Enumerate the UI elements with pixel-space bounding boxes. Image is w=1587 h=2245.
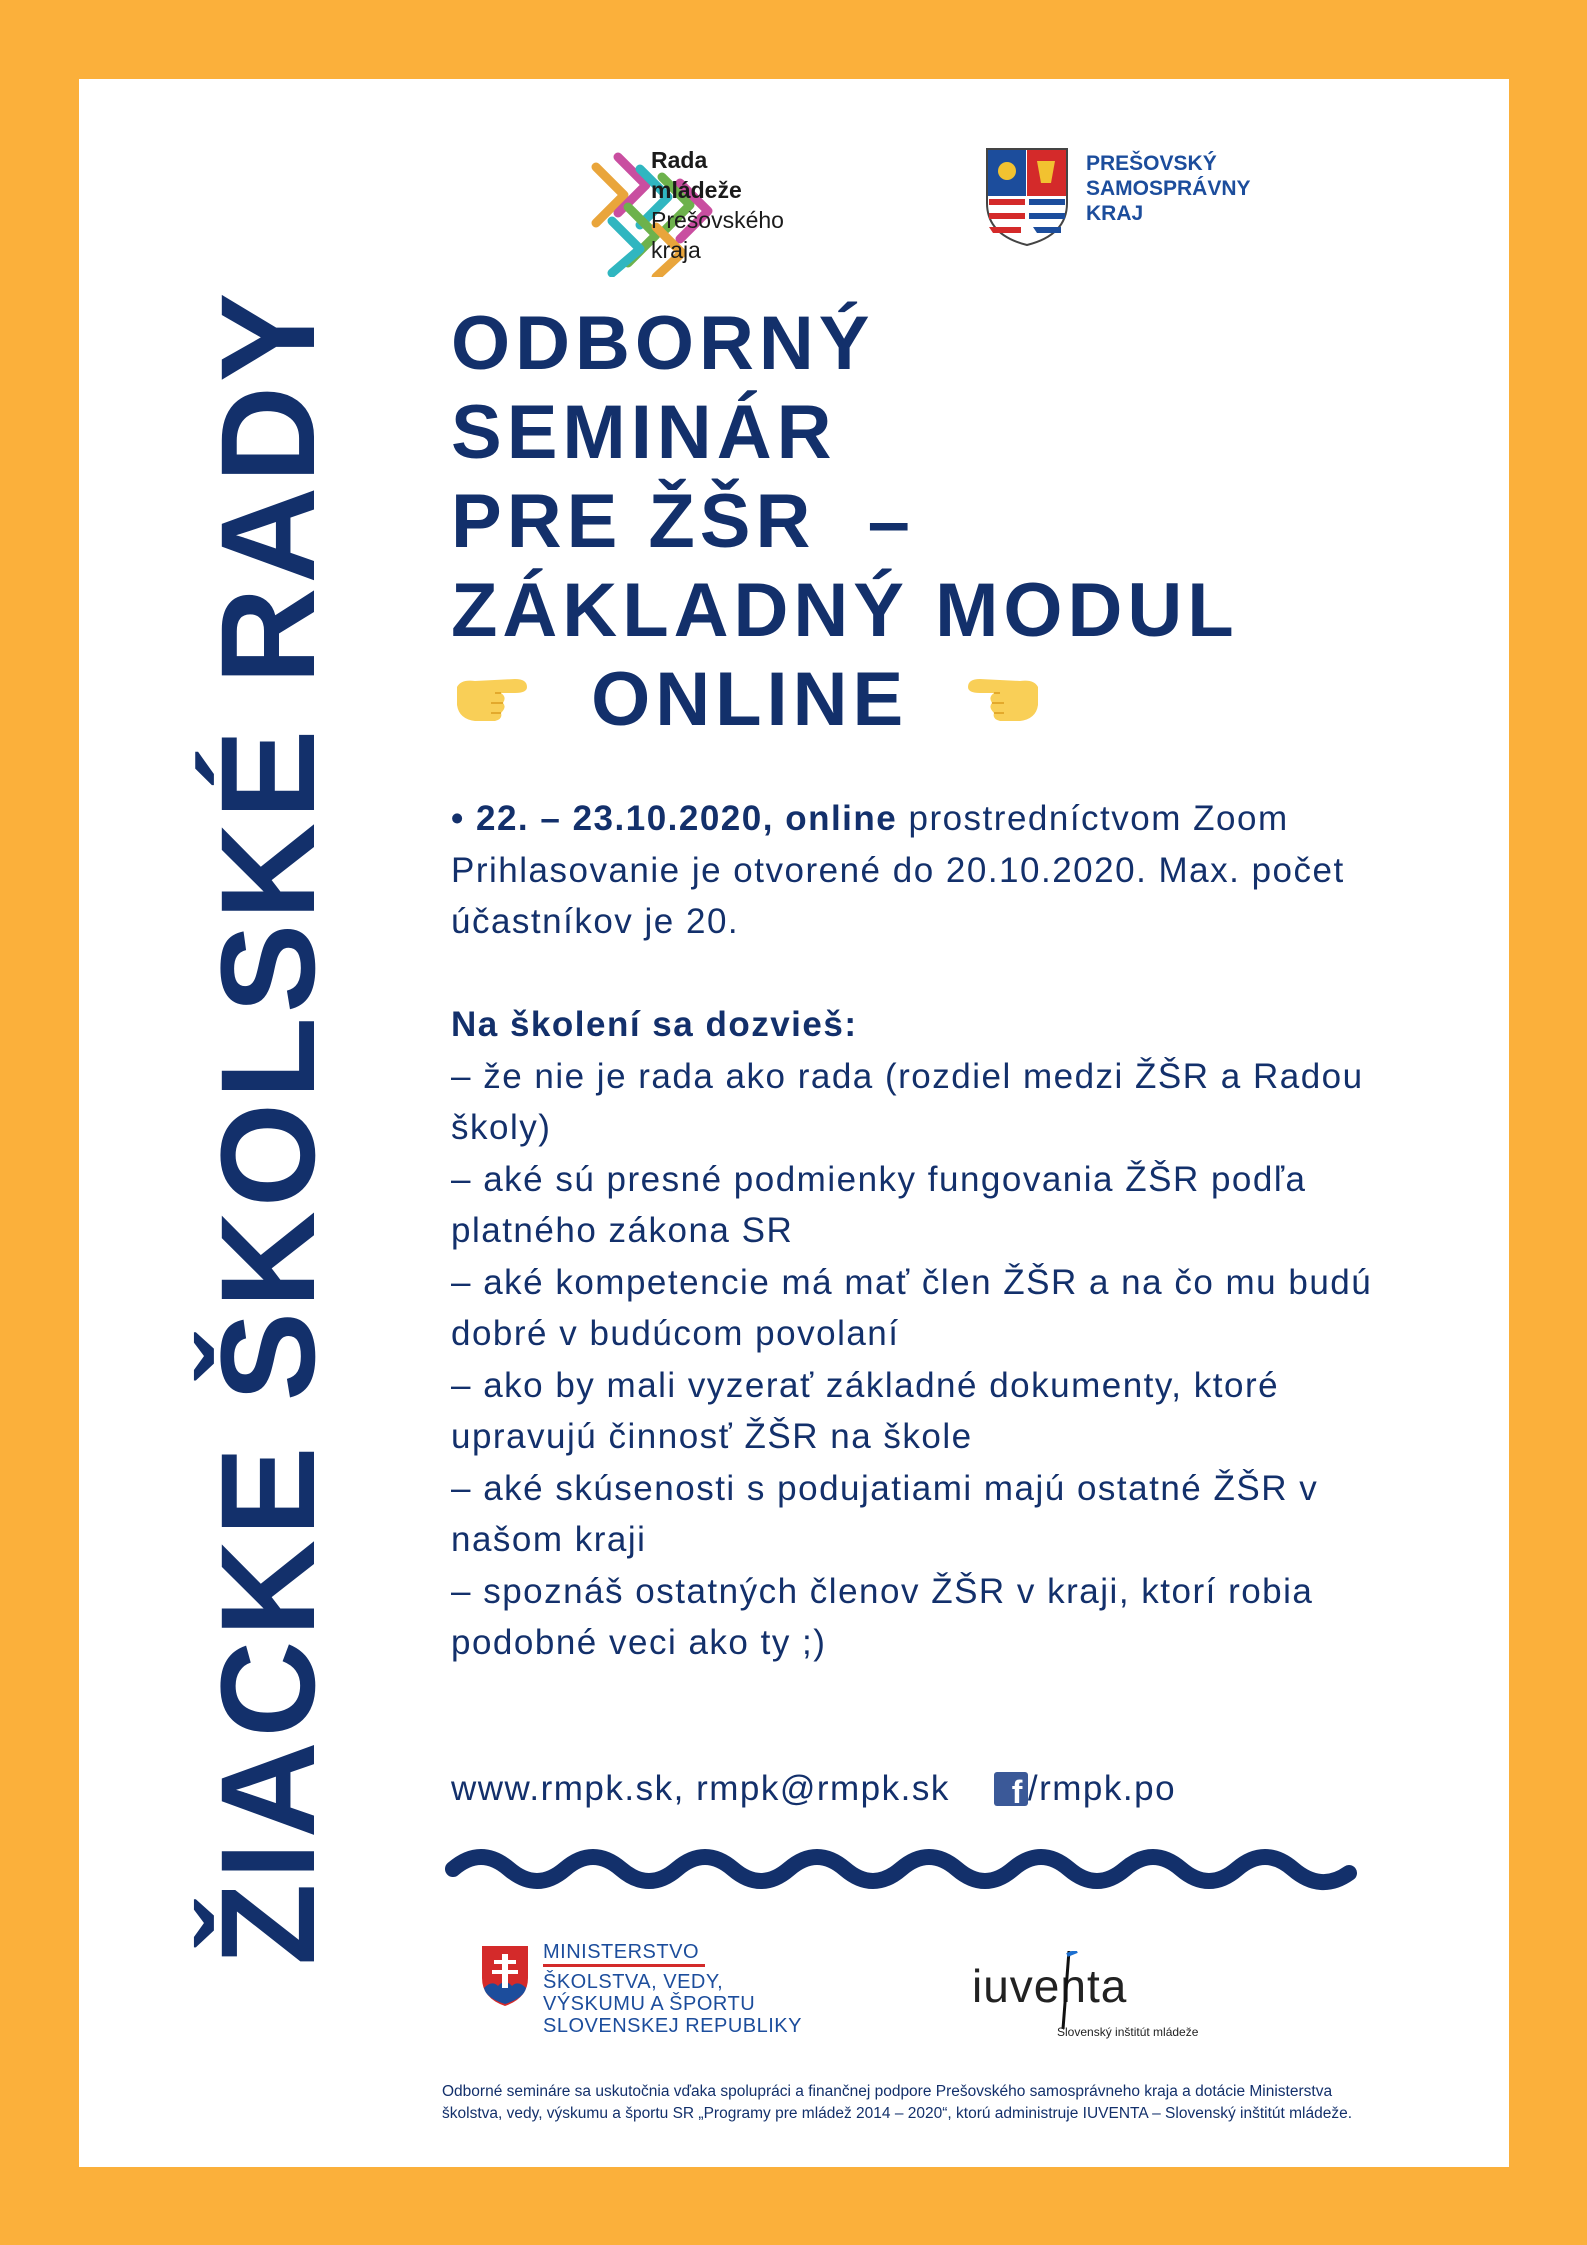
event-dates-rest: prostredníctvom Zoom (897, 799, 1289, 838)
ministry-line3: VÝSKUMU A ŠPORTU (543, 1993, 756, 2015)
body-text (451, 793, 1411, 1669)
psk-coat-of-arms-icon (985, 147, 1069, 247)
ministry-red-rule (543, 1964, 705, 1967)
event-dates-bold: 22. – 23.10.2020, online (476, 799, 898, 838)
pointing-right-hand-icon (451, 665, 535, 725)
registration-info: Prihlasovanie je otvorené do 20.10.2020. Max. počet účastníkov je 20. (451, 850, 1345, 941)
facebook-icon: f (994, 1772, 1028, 1806)
rmpk-line4: kraja (651, 237, 701, 263)
psk-line1: PREŠOVSKÝ (1086, 152, 1217, 175)
learn-item: – aké kompetencie má mať člen ŽŠR a na čo mu budú dobré v budúcom povolaní (451, 1262, 1373, 1353)
learn-item: – ako by mali vyzerať základné dokumenty, ktoré upravujú činnosť ŽŠR na škole (451, 1365, 1280, 1456)
ministry-line4: SLOVENSKEJ REPUBLIKY (543, 2015, 802, 2037)
web-email-link[interactable]: www.rmpk.sk, rmpk@rmpk.sk (451, 1769, 950, 1808)
ministry-line1: MINISTERSTVO (543, 1941, 700, 1963)
bullet: • (451, 799, 465, 838)
rmpk-line1: Rada (651, 147, 708, 173)
contact-line (451, 1769, 1176, 1809)
headline (451, 299, 1239, 744)
iuventa-subtitle: Slovenský inštitút mládeže (1057, 2025, 1199, 2039)
slovak-coat-of-arms-icon (480, 1944, 530, 2008)
headline-line1: ODBORNÝ (451, 301, 875, 386)
ministry-line2: ŠKOLSTVA, VEDY, (543, 1971, 724, 1993)
footnote: Odborné semináre sa uskutočnia vďaka spolupráci a finančnej podpore Prešovského samosprávneho kraja a dotácie Ministerstva školstva, vedy, výskumu a športu SR „Programy pre mládež 2014 – 2020“, ktorú administruje IUVENTA – Slovenský inštitút mládeže. (442, 2083, 1353, 2122)
headline-line3: PRE ŽŠR – (451, 479, 915, 564)
learn-item: – spoznáš ostatných členov ŽŠR v kraji, ktorí robia podobné veci ako ty ;) (451, 1571, 1314, 1662)
rmpk-line2: mládeže (651, 177, 742, 203)
pointing-left-hand-icon (960, 665, 1044, 725)
headline-online: ONLINE (591, 657, 909, 742)
rmpk-logo-text (651, 145, 784, 265)
learn-heading: Na školení sa dozvieš: (451, 1005, 858, 1044)
psk-line2: SAMOSPRÁVNY (1086, 177, 1251, 200)
event-dates (451, 793, 1411, 845)
learn-item: – že nie je rada ako rada (rozdiel medzi ŽŠR a Radou školy) (451, 1056, 1364, 1147)
wave-divider (445, 1839, 1365, 1899)
rmpk-line3: Prešovského (651, 207, 784, 233)
iuventa-logo-word: iuventa (972, 1960, 1128, 2012)
learn-item: – aké sú presné podmienky fungovania ŽŠR podľa platného zákona SR (451, 1159, 1307, 1250)
poster (79, 79, 1509, 2167)
headline-line4: ZÁKLADNÝ MODUL (451, 568, 1239, 653)
facebook-handle-link[interactable]: /rmpk.po (1027, 1769, 1177, 1808)
learn-item: – aké skúsenosti s podujatiami majú ostatné ŽŠR v našom kraji (451, 1468, 1319, 1559)
psk-line3: KRAJ (1086, 202, 1144, 225)
vertical-title: ŽIACKE ŠKOLSKÉ RADY (194, 288, 343, 1966)
headline-line2: SEMINÁR (451, 390, 837, 475)
headline-online-line (451, 655, 1239, 744)
ministry-logo-text (543, 1941, 802, 2037)
spacer (451, 948, 1411, 1000)
psk-logo-text (1086, 151, 1251, 226)
